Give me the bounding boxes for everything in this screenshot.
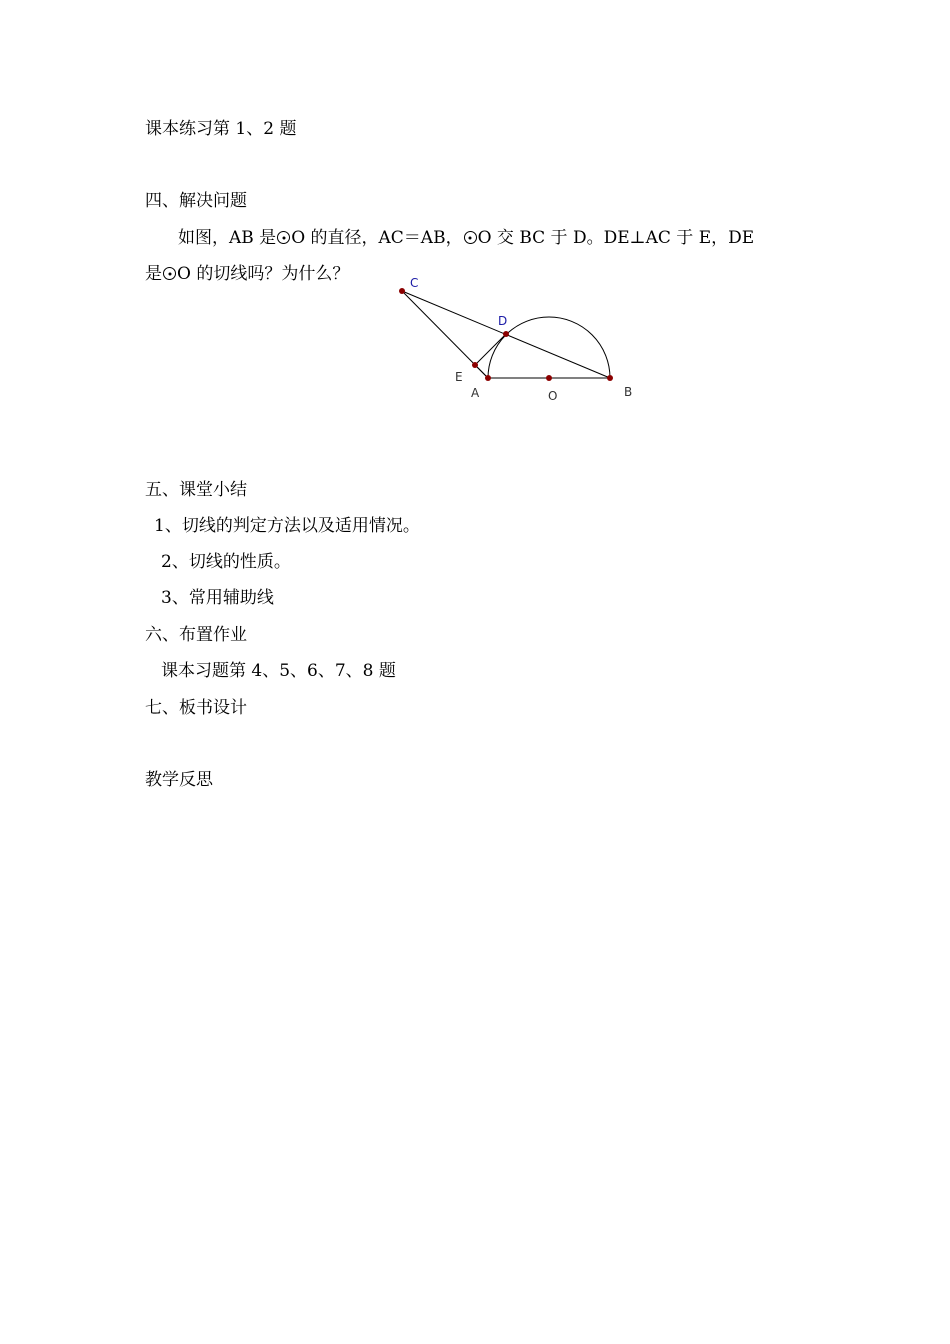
- circle-dot-symbol: [464, 231, 477, 244]
- problem-line-2: [145, 263, 349, 285]
- label-a: A: [471, 386, 480, 400]
- section-five-text: 五、课堂小结: [145, 480, 247, 500]
- point-e: [472, 362, 478, 368]
- circle-dot-symbol: [277, 231, 290, 244]
- exercise-line: [145, 118, 296, 140]
- point-d: [503, 331, 509, 337]
- summary-item-2-text: 2、切线的性质。: [161, 552, 291, 572]
- section-four-heading: [145, 190, 247, 212]
- problem-line-1: [178, 227, 754, 249]
- label-d: D: [498, 314, 508, 328]
- label-b: B: [624, 385, 633, 399]
- section-four-text: 四、解决问题: [145, 191, 247, 211]
- summary-item-3: [161, 587, 274, 609]
- problem-text-1c: O 交 BC 于 D。DE⊥AC 于 E，DE: [477, 228, 755, 248]
- problem-text-1a: 如图，AB 是: [178, 228, 277, 248]
- problem-text-1b: O 的直径，AC＝AB，: [291, 228, 463, 248]
- summary-item-3-text: 3、常用辅助线: [161, 588, 274, 608]
- homework-line: [161, 660, 396, 682]
- label-o: O: [548, 389, 558, 403]
- section-seven-heading: [145, 697, 247, 719]
- point-a: [485, 375, 491, 381]
- problem-text-2a: 是: [145, 264, 162, 284]
- label-e: E: [455, 370, 463, 384]
- homework-text: 课本习题第 4、5、6、7、8 题: [161, 661, 396, 681]
- point-o: [546, 375, 552, 381]
- problem-text-2b: O 的切线吗？为什么？: [177, 264, 350, 284]
- section-six-text: 六、布置作业: [145, 625, 247, 645]
- summary-item-2: [161, 551, 291, 573]
- exercise-text: 课本练习第 1、2 题: [145, 119, 297, 139]
- reflection-heading: [145, 769, 213, 791]
- summary-item-1: [154, 515, 420, 537]
- reflection-text: 教学反思: [145, 770, 213, 790]
- geometry-figure: [380, 265, 650, 445]
- section-seven-text: 七、板书设计: [145, 698, 247, 718]
- section-five-heading: [145, 479, 247, 501]
- point-b: [607, 375, 613, 381]
- section-six-heading: [145, 624, 247, 646]
- circle-dot-symbol: [163, 267, 176, 280]
- point-c: [399, 288, 405, 294]
- label-c: C: [410, 276, 419, 290]
- summary-item-1-text: 1、切线的判定方法以及适用情况。: [154, 516, 420, 536]
